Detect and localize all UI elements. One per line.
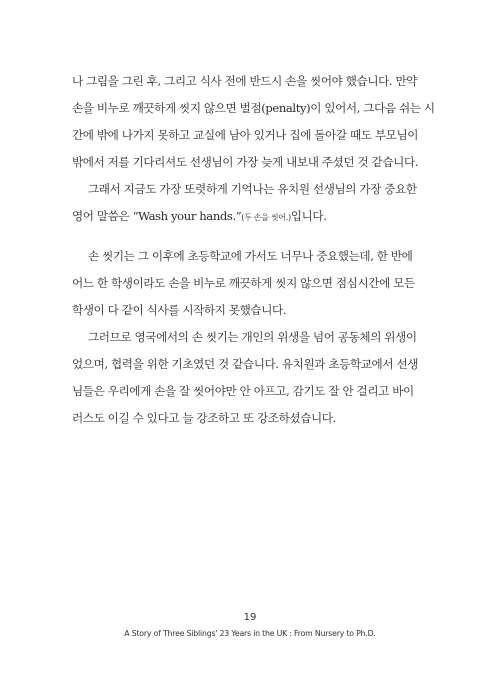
translation-note: (두 손을 씻어.) [241, 213, 291, 222]
running-footer: A Story of Three Siblings' 23 Years in the UK : From Nursery to Ph.D. [124, 629, 376, 638]
paragraph-handwashing-rules [72, 68, 435, 176]
paragraph-elementary-school [72, 243, 432, 324]
text-line: 님들은 우리에게 손을 잘 씻어야만 안 아프고, 감기도 잘 안 걸리고 바이 [72, 384, 414, 398]
paragraph-community-hygiene [72, 324, 432, 432]
text-line: 학생이 다 같이 식사를 시작하지 못했습니다. [72, 303, 287, 317]
text-line: 어느 한 학생이라도 손을 비누로 깨끗하게 씻지 않으면 점심시간에 모든 [72, 276, 415, 290]
text-line [72, 203, 432, 231]
line-ending: 입니다. [290, 209, 327, 223]
text-line: 손 씻기는 그 이후에 초등학교에 가서도 너무나 중요했는데, 한 반에 [88, 249, 413, 263]
text-line: 간에 밖에 나가지 못하고 교실에 남아 있거나 집에 돌아갈 때도 부모님이 [72, 128, 419, 142]
paragraph-teacher-words [72, 176, 432, 231]
text-line: 그러므로 영국에서의 손 씻기는 개인의 위생을 넘어 공동체의 위생이 [88, 330, 417, 344]
text-line: 었으며, 협력을 위한 기초였던 것 같습니다. 유치원과 초등학교에서 선생 [72, 357, 419, 371]
text-line: 러스도 이길 수 있다고 늘 강조하고 또 강조하셨습니다. [72, 411, 336, 425]
text-line: 손을 비누로 깨끗하게 씻지 않으면 벌점(penalty)이 있어서, 그다음 쉬는 시 [72, 101, 435, 115]
quote-text: 영어 말씀은 “Wash your hands.” [72, 209, 242, 223]
text-line: 그래서 지금도 가장 또렷하게 기억나는 유치원 선생님의 가장 중요한 [88, 182, 417, 196]
text-line: 밖에서 저를 기다리셔도 선생님이 가장 늦게 내보내 주셨던 것 같습니다. [72, 155, 419, 169]
text-line: 나 그림을 그린 후, 그리고 식사 전에 반드시 손을 씻어야 했습니다. 만약 [72, 74, 418, 88]
page-number: 19 [243, 612, 257, 623]
